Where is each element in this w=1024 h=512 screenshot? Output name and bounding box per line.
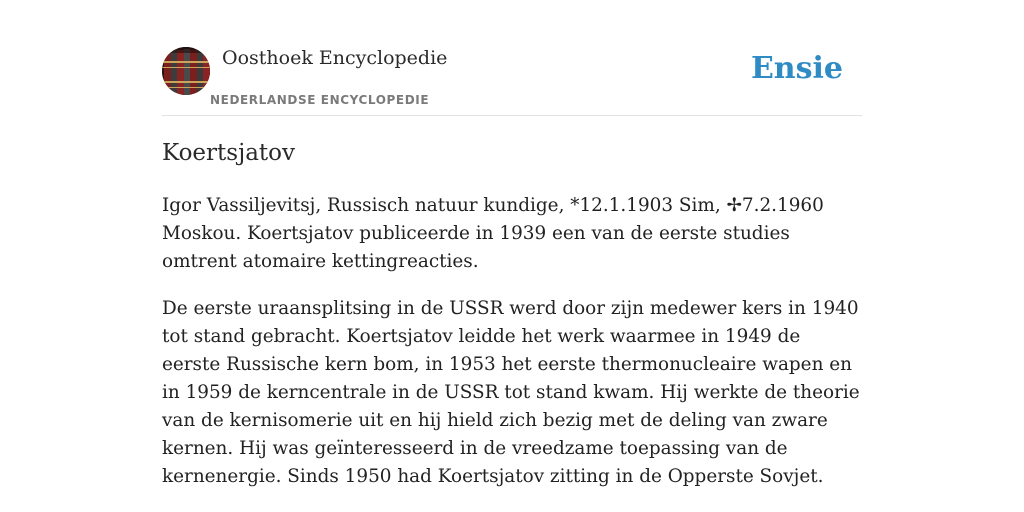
site-title[interactable]: Oosthoek Encyclopedie [222,47,448,69]
article-title: Koertsjatov [162,140,295,166]
ensie-brand-link[interactable]: Ensie [750,51,843,86]
article-paragraph: De eerste uraansplitsing in de USSR werd door zijn medewer kers in 1940 tot stand gebracht. Koertsjatov leidde het werk waarmee in 1949 de eerste Russische kern bom, in 1953 het eerste thermonucleaire wapen en in 1959 de kerncentrale in de USSR tot stand kwam. Hij werkte de theorie van de kernisomerie uit en hij hield zich bezig met de deling van zware kernen. Hij was geïnteresseerd in de vreedzame toepassing van de kernenergie. Sinds 1950 had Koertsjatov zitting in de Opperste Sovjet. [162,298,860,487]
site-subtitle: NEDERLANDSE ENCYCLOPEDIE [210,93,430,107]
site-header [162,44,862,116]
article-body [162,192,862,510]
book-spines-image [162,47,210,95]
encyclopedia-logo[interactable] [162,47,210,95]
article-paragraph: Igor Vassiljevitsj, Russisch natuur kundige, *12.1.1903 Sim, ✢7.2.1960 Moskou. Koertsjatov publiceerde in 1939 een van de eerste studies omtrent atomaire kettingreacties. [162,195,824,272]
